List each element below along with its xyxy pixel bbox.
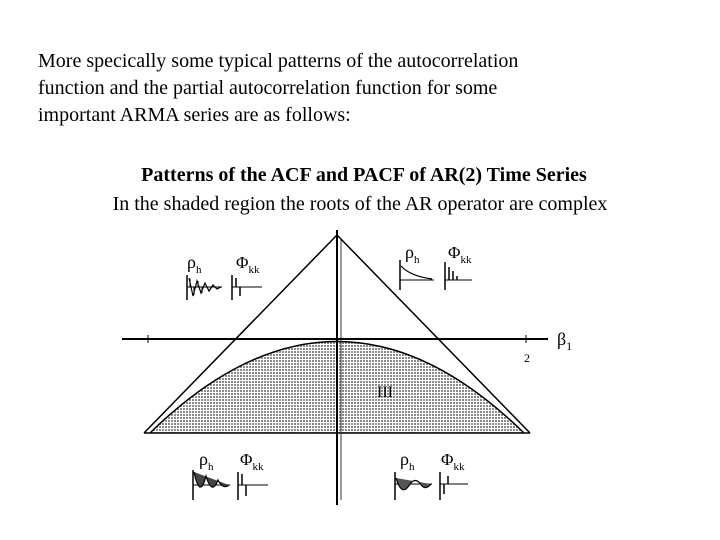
acf-symbol: $\rho_h$ [405,242,420,266]
acf-exponential-decay [401,266,432,279]
intro-line-3: important ARMA series are as follows: [38,104,351,126]
pacf-symbol: $\Phi_{kk}$ [240,450,264,473]
panel-top-left [187,252,262,300]
acf-symbol: $\rho_h$ [400,449,415,473]
panel-bottom-left [193,449,268,500]
intro-line-2: function and the partial autocorrelation function for some [38,77,498,99]
figure-subtitle: In the shaded region the roots of the AR operator are complex [112,193,608,215]
panel-bottom-right [395,449,468,500]
acf-damped-sinusoid [194,472,229,487]
intro-line-1: More specically some typical patterns of the autocorrelation [38,50,519,72]
pacf-symbol: $\Phi_{kk}$ [236,253,260,276]
figure-title: Patterns of the ACF and PACF of AR(2) Time Series [141,164,587,186]
beta1-axis-label: $\beta_1$ [557,329,573,353]
region-label: III [377,384,393,401]
pacf-symbol: $\Phi_{kk}$ [441,450,465,473]
tick-label-2: 2 [524,351,530,365]
acf-symbol: $\rho_h$ [187,252,202,276]
panel-top-right [400,242,472,290]
acf-symbol: $\rho_h$ [199,449,214,473]
pacf-symbol: $\Phi_{kk}$ [448,243,472,266]
